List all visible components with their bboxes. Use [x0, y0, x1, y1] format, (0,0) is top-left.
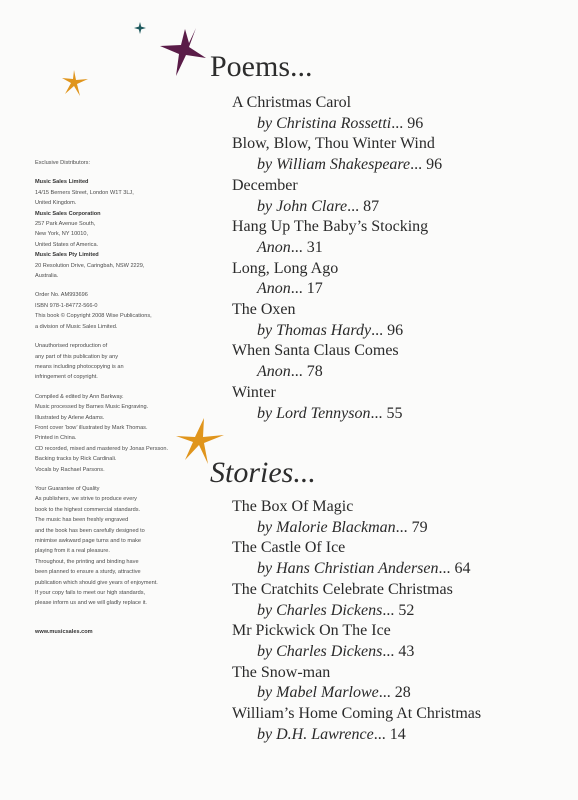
entry-author-line: by John Clare... 87: [257, 197, 380, 215]
guarantee-line: playing from it a real pleasure.: [35, 548, 110, 555]
list-item: [232, 176, 572, 217]
list-item: [232, 341, 572, 382]
guarantee-line: please inform us and we will gladly replace it.: [35, 600, 147, 607]
isbn: ISBN 978-1-84772-566-0: [35, 302, 98, 309]
guarantee-line: and the book has been carefully designed to: [35, 527, 145, 534]
credit-line: Front cover ‘bow’ illustrated by Mark Thomas.: [35, 424, 148, 431]
list-item: [232, 217, 572, 258]
credit-line: Vocals by Rachael Parsons.: [35, 466, 105, 473]
credit-line: Backing tracks by Rick Cardinali.: [35, 456, 117, 463]
entry-title: The Snow-man: [232, 663, 331, 681]
list-item: [232, 704, 572, 745]
list-item: [232, 621, 572, 662]
entry-author-line: Anon... 78: [257, 363, 323, 381]
entry-author-line: by Lord Tennyson... 55: [257, 404, 403, 422]
list-item: [232, 580, 572, 621]
notice-line: any part of this publication by any: [35, 353, 119, 360]
guarantee-line: book to the highest commercial standards.: [35, 506, 141, 513]
teal-star-icon: [134, 22, 146, 34]
company-name: Music Sales Limited: [35, 179, 89, 186]
order-block: [35, 290, 200, 332]
gold-star-icon: [62, 70, 88, 96]
entry-title: The Box Of Magic: [232, 498, 354, 515]
imprint-column: [35, 158, 200, 637]
entry-title: The Cratchits Celebrate Christmas: [232, 580, 453, 598]
guarantee-line: minimise awkward page turns and to make: [35, 538, 142, 544]
order-number: Order No. AM993696: [35, 292, 88, 299]
entry-author-line: by Hans Christian Andersen... 64: [257, 560, 471, 578]
guarantee-line: The music has been freshly engraved: [35, 517, 129, 524]
credit-line: Music processed by Barnes Music Engraving.: [35, 404, 149, 411]
guarantee-line: publication which should give years of enjoyment.: [35, 579, 158, 586]
list-item: [232, 300, 572, 341]
stories-list: [232, 497, 572, 745]
list-item: [232, 134, 572, 175]
list-item: [232, 259, 572, 300]
list-item: [232, 538, 572, 579]
credit-line: CD recorded, mixed and mastered by Jonas Persson.: [35, 445, 169, 452]
copyright-line: a division of Music Sales Limited.: [35, 323, 118, 330]
entry-title: A Christmas Carol: [232, 94, 352, 111]
guarantee-line: As publishers, we strive to produce every: [35, 496, 137, 503]
guarantee-line: If your copy fails to meet our high standards,: [35, 590, 146, 597]
address-line: United Kingdom.: [35, 200, 77, 207]
entry-author-line: by Charles Dickens... 43: [257, 642, 415, 660]
entry-author-line: by Charles Dickens... 52: [257, 601, 415, 619]
entry-author-line: by Thomas Hardy... 96: [257, 321, 404, 339]
credit-line: Illustrated by Arlene Adams.: [35, 414, 105, 421]
entry-title: The Oxen: [232, 301, 296, 319]
entry-title: The Castle Of Ice: [232, 539, 346, 557]
copyright-line: This book © Copyright 2008 Wise Publications,: [35, 313, 152, 320]
entry-author-line: Anon... 17: [257, 280, 323, 298]
entry-author-line: by Malorie Blackman... 79: [257, 518, 428, 536]
distributors-heading: Exclusive Distributors:: [35, 160, 91, 166]
entry-title: Blow, Blow, Thou Winter Wind: [232, 135, 435, 153]
guarantee-block: [35, 484, 200, 609]
guarantee-line: Throughout, the printing and binding have: [35, 558, 139, 565]
poems-heading: Poems...: [210, 50, 313, 83]
list-item: [232, 663, 572, 704]
entry-title: Hang Up The Baby’s Stocking: [232, 218, 429, 236]
entry-title: Long, Long Ago: [232, 259, 339, 277]
entry-author-line: by Mabel Marlowe... 28: [257, 684, 411, 702]
address-line: 257 Park Avenue South,: [35, 221, 96, 228]
stories-heading: Stories...: [210, 456, 316, 489]
company-name: Music Sales Corporation: [35, 210, 101, 217]
entry-title: When Santa Claus Comes: [232, 342, 399, 360]
website-link[interactable]: www.musicsales.com: [35, 628, 93, 635]
notice-line: Unauthorised reproduction of: [35, 343, 108, 350]
guarantee-line: been planned to ensure a sturdy, attractive: [35, 569, 141, 576]
address-line: 14/15 Berners Street, London W1T 3LJ,: [35, 189, 134, 196]
address-line: 20 Resolution Drive, Caringbah, NSW 2229,: [35, 262, 145, 269]
credit-line: Printed in China.: [35, 435, 77, 442]
notice-line: infringement of copyright.: [35, 374, 98, 381]
notice-line: means including photocopying is an: [35, 363, 124, 370]
entry-author-line: Anon... 31: [257, 238, 323, 256]
reproduction-notice: [35, 341, 200, 383]
purple-star-icon: [160, 26, 206, 76]
credit-line: Compiled & edited by Ann Barkway.: [35, 393, 124, 400]
distributors-block: [35, 158, 200, 281]
poems-list: [232, 93, 572, 424]
list-item: [232, 93, 572, 134]
credits-block: [35, 392, 200, 475]
entry-title: William’s Home Coming At Christmas: [232, 705, 482, 723]
list-item: [232, 497, 572, 538]
address-line: Australia.: [35, 273, 59, 280]
entry-title: December: [232, 176, 298, 194]
guarantee-line: Your Guarantee of Quality: [35, 485, 100, 492]
address-line: United States of America.: [35, 241, 99, 248]
entry-title: Mr Pickwick On The Ice: [232, 622, 391, 640]
entry-author-line: by Christina Rossetti... 96: [257, 114, 424, 132]
address-line: New York, NY 10010,: [35, 231, 89, 238]
company-name: Music Sales Pty Limited: [35, 252, 99, 259]
list-item: [232, 383, 572, 424]
entry-author-line: by William Shakespeare... 96: [257, 156, 443, 174]
entry-author-line: by D.H. Lawrence... 14: [257, 725, 406, 743]
entry-title: Winter: [232, 383, 276, 401]
